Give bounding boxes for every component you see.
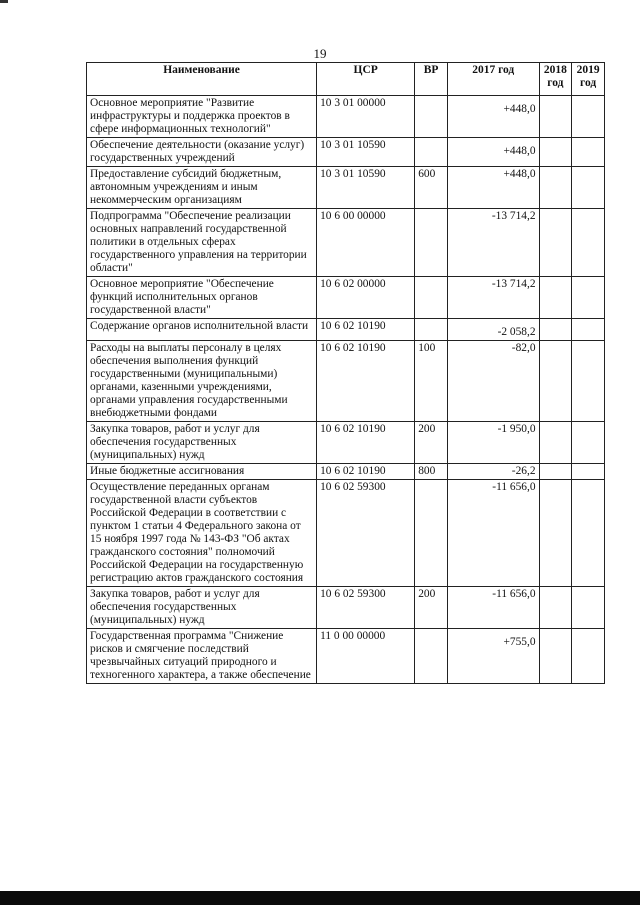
table-row	[87, 167, 605, 209]
scan-corner-mark	[0, 0, 8, 3]
row-2019	[572, 587, 605, 629]
row-csr: 10 6 02 10190	[317, 464, 415, 480]
row-name: Закупка товаров, работ и услуг для обеспечения государственных (муниципальных) нужд	[87, 587, 317, 629]
row-csr: 10 3 01 00000	[317, 96, 415, 138]
row-2018	[539, 138, 572, 167]
row-2017: +448,0	[503, 168, 536, 180]
table-row	[87, 96, 605, 138]
row-vr: 600	[415, 167, 448, 209]
row-2017: -11 656,0	[492, 481, 536, 493]
row-2019	[572, 209, 605, 277]
row-2019	[572, 480, 605, 587]
row-csr: 10 3 01 10590	[317, 138, 415, 167]
row-2017: +448,0	[503, 103, 536, 115]
row-vr: 100	[415, 341, 448, 422]
header-2017: 2017 год	[447, 63, 539, 96]
row-2018	[539, 167, 572, 209]
table-row	[87, 464, 605, 480]
row-2019	[572, 138, 605, 167]
row-2018	[539, 209, 572, 277]
row-2019	[572, 341, 605, 422]
row-csr: 10 6 02 59300	[317, 587, 415, 629]
table-row	[87, 209, 605, 277]
row-2017: -13 714,2	[491, 210, 536, 222]
row-csr: 10 6 02 10190	[317, 341, 415, 422]
row-name: Основное мероприятие "Обеспечение функций исполнительных органов государственной власти"	[87, 277, 317, 319]
row-vr	[415, 209, 448, 277]
row-2019	[572, 319, 605, 341]
row-vr: 800	[415, 464, 448, 480]
row-vr	[415, 277, 448, 319]
header-2019: 2019 год	[572, 63, 605, 96]
page-number: 19	[313, 46, 327, 61]
row-csr: 10 6 02 10190	[317, 319, 415, 341]
table-row	[87, 422, 605, 464]
row-2019	[572, 277, 605, 319]
row-2018	[539, 319, 572, 341]
row-2018	[539, 629, 572, 684]
row-name: Государственная программа "Снижение рисков и смягчение последствий чрезвычайных ситуаций природного и техногенного характера, а также обеспечение	[87, 629, 317, 684]
row-vr	[415, 319, 448, 341]
row-name: Предоставление субсидий бюджетным, автономным учреждениям и иным некоммерческим организациям	[87, 167, 317, 209]
row-vr: 200	[415, 422, 448, 464]
row-2018	[539, 480, 572, 587]
budget-table-container	[86, 62, 605, 684]
row-vr: 200	[415, 587, 448, 629]
row-2018	[539, 277, 572, 319]
row-name: Расходы на выплаты персоналу в целях обеспечения выполнения функций государственными (муниципальными) органами, казенными учреждениями, органами управления государственными внебюджетными фондами	[87, 341, 317, 422]
row-2017: +755,0	[503, 636, 536, 648]
row-vr	[415, 138, 448, 167]
row-2019	[572, 167, 605, 209]
row-csr: 10 6 02 10190	[317, 422, 415, 464]
row-name: Осуществление переданных органам государственной власти субъектов Российской Федерации в соответствии с пунктом 1 статьи 4 Федерального закона от 15 ноября 1997 года № 143-ФЗ "Об актах гражданского состояния" полномочий Российской Федерации на государственную регистрацию актов гражданского состояния	[87, 480, 317, 587]
budget-table	[86, 62, 605, 684]
table-row	[87, 319, 605, 341]
row-name: Иные бюджетные ассигнования	[87, 464, 317, 480]
row-2019	[572, 464, 605, 480]
table-row	[87, 629, 605, 684]
row-2018	[539, 422, 572, 464]
row-name: Основное мероприятие "Развитие инфраструктуры и поддержка проектов в сфере информационных технологий"	[87, 96, 317, 138]
row-2017: +448,0	[503, 145, 536, 157]
header-2018: 2018 год	[539, 63, 572, 96]
table-row	[87, 138, 605, 167]
header-vr: ВР	[415, 63, 448, 96]
row-csr: 10 6 02 59300	[317, 480, 415, 587]
row-2018	[539, 587, 572, 629]
row-name: Подпрограмма "Обеспечение реализации основных направлений государственной политики в отдельных сферах государственного управления на территории области"	[87, 209, 317, 277]
row-2017: -1 950,0	[497, 423, 536, 435]
row-2017: -11 656,0	[492, 588, 536, 600]
table-row	[87, 277, 605, 319]
table-header-row	[87, 63, 605, 96]
scan-bottom-band	[0, 891, 640, 905]
row-2017: -13 714,2	[491, 278, 536, 290]
row-csr: 10 3 01 10590	[317, 167, 415, 209]
header-csr: ЦСР	[317, 63, 415, 96]
row-vr	[415, 629, 448, 684]
row-name: Обеспечение деятельности (оказание услуг) государственных учреждений	[87, 138, 317, 167]
row-2018	[539, 96, 572, 138]
table-row	[87, 341, 605, 422]
row-2017: -26,2	[511, 465, 536, 477]
header-name: Наименование	[87, 63, 317, 96]
table-row	[87, 587, 605, 629]
row-vr	[415, 480, 448, 587]
row-vr	[415, 96, 448, 138]
row-2019	[572, 629, 605, 684]
row-2018	[539, 464, 572, 480]
row-2017: -82,0	[511, 342, 536, 354]
row-name: Содержание органов исполнительной власти	[87, 319, 317, 341]
row-2018	[539, 341, 572, 422]
row-2017: -2 058,2	[497, 326, 536, 338]
row-csr: 10 6 02 00000	[317, 277, 415, 319]
row-name: Закупка товаров, работ и услуг для обеспечения государственных (муниципальных) нужд	[87, 422, 317, 464]
row-csr: 10 6 00 00000	[317, 209, 415, 277]
row-csr: 11 0 00 00000	[317, 629, 415, 684]
row-2019	[572, 96, 605, 138]
table-row	[87, 480, 605, 587]
row-2019	[572, 422, 605, 464]
